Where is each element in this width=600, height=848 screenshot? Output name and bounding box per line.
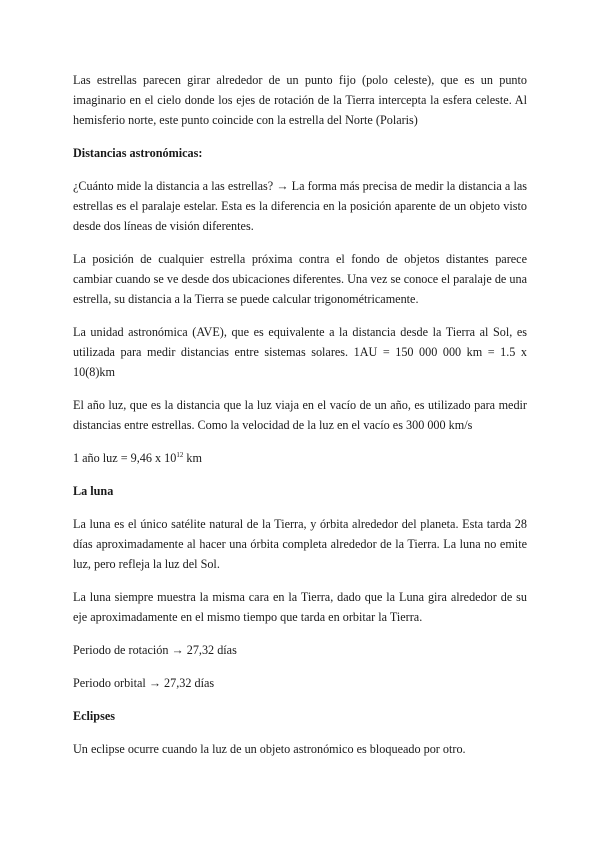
- ano-luz-exponent: 12: [176, 451, 184, 459]
- ano-luz-suffix: km: [183, 451, 202, 465]
- periodo-orbital-line: Periodo orbital → 27,32 días: [73, 676, 215, 690]
- section-heading-distancias: Distancias astronómicas:: [73, 146, 203, 160]
- luna-paragraph-2: La luna siempre muestra la misma cara en la Tierra, dado que la Luna gira alrededor de su eje aproximadamente en el mismo tiempo que tarda en orbitar la Tierra.: [73, 590, 527, 624]
- distancias-paragraph-1: ¿Cuánto mide la distancia a las estrellas? → La forma más precisa de medir la distancia a las estrellas es el paralaje estelar. Esta es la diferencia en la posición aparente de un objeto visto desde dos líneas de visión diferentes.: [73, 179, 527, 233]
- eclipses-paragraph-1: Un eclipse ocurre cuando la luz de un objeto astronómico es bloqueado por otro.: [73, 742, 466, 756]
- distancias-paragraph-3: La unidad astronómica (AVE), que es equivalente a la distancia desde la Tierra al Sol, es utilizada para medir distancias entre sistemas solares. 1AU = 150 000 000 km = 1.5 x 10(8)km: [73, 325, 527, 379]
- distancias-paragraph-2: La posición de cualquier estrella próxima contra el fondo de objetos distantes parece cambiar cuando se ve desde dos ubicaciones diferentes. Una vez se conoce el paralaje de una estrella, su distancia a la Tierra se puede calcular trigonométricamente.: [73, 252, 527, 306]
- ano-luz-prefix: 1 año luz = 9,46 x 10: [73, 451, 177, 465]
- document-body: [73, 70, 527, 772]
- intro-paragraph: Las estrellas parecen girar alrededor de un punto fijo (polo celeste), que es un punto imaginario en el cielo donde los ejes de rotación de la Tierra intercepta la esfera celeste. Al hemisferio norte, este punto coincide con la estrella del Norte (Polaris): [73, 73, 527, 127]
- section-heading-eclipses: Eclipses: [73, 709, 115, 723]
- section-heading-luna: La luna: [73, 484, 114, 498]
- luna-paragraph-1: La luna es el único satélite natural de la Tierra, y órbita alrededor del planeta. Esta tarda 28 días aproximadamente al hacer una órbita completa alrededor de la Tierra. La luna no emite luz, pero refleja la luz del Sol.: [73, 517, 527, 571]
- distancias-paragraph-4: El año luz, que es la distancia que la luz viaja en el vacío de un año, es utilizado para medir distancias entre estrellas. Como la velocidad de la luz en el vacío es 300 000 km/s: [73, 398, 527, 432]
- ano-luz-formula: [73, 448, 527, 468]
- periodo-rotacion-line: Periodo de rotación → 27,32 días: [73, 643, 237, 657]
